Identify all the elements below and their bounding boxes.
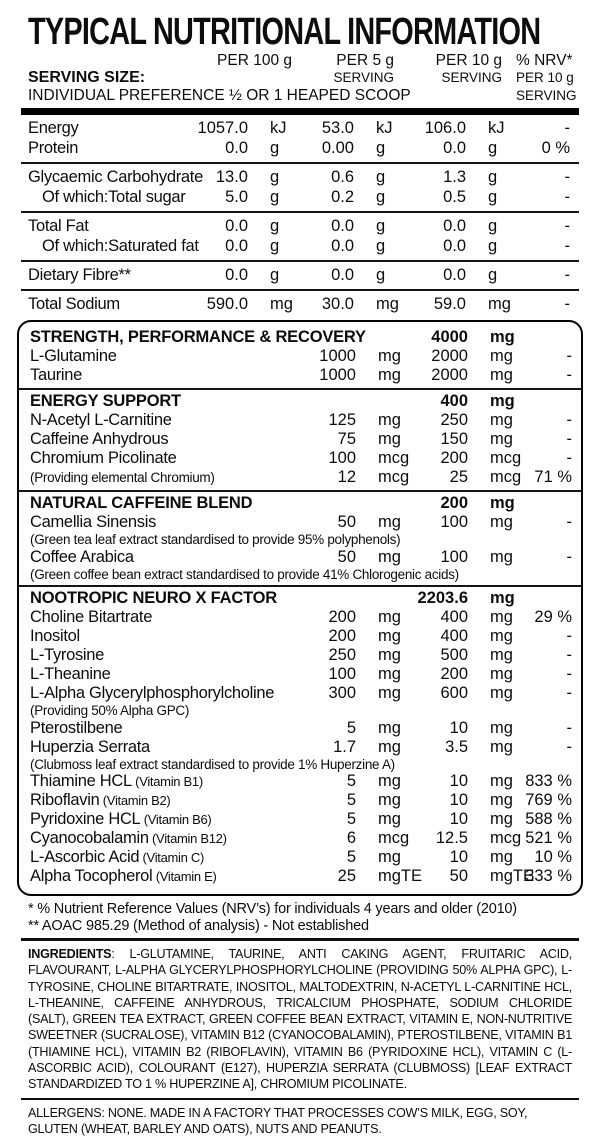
serving-size-value: INDIVIDUAL PREFERENCE ½ OR 1 HEAPED SCOOP (28, 87, 411, 104)
nrv-value: 29 % (534, 608, 572, 626)
section-total-value: 2203.6 (417, 589, 468, 607)
unit-per-100g: g (270, 266, 280, 284)
footnotes (28, 901, 572, 934)
unit-per-10g: g (488, 266, 498, 284)
nrv-value: - (564, 168, 570, 186)
unit-per-10g: mg (490, 366, 513, 384)
value-per-10g: 50 (449, 867, 468, 885)
nrv-value: 71 % (534, 468, 572, 486)
value-per-10g: 12.5 (435, 829, 468, 847)
unit-per-5g: kJ (376, 119, 393, 137)
nrv-value: 833 % (525, 772, 572, 790)
value-per-5g: 50 (337, 513, 356, 531)
section-header-row (30, 328, 567, 347)
unit-per-100g: g (270, 188, 280, 206)
nutrient-row (21, 236, 579, 256)
nrv-value: - (566, 449, 572, 467)
allergens-paragraph: ALLERGENS: NONE. MADE IN A FACTORY THAT PROCESSES COW’S MILK, EGG, SOY, GLUTEN (WHEAT, BARLEY AND OATS), NUTS AND PEANUTS. (28, 1105, 528, 1136)
nutrient-name: L-Ascorbic Acid (Vitamin C) (30, 848, 205, 866)
value-per-5g: 50 (337, 547, 356, 566)
nrv-value: 333 % (525, 867, 572, 885)
column-header-nrv: % NRV* (516, 52, 573, 69)
unit-per-5g: g (376, 237, 386, 255)
nutrient-row (30, 366, 572, 385)
column-subheader-nrv-per-10g: PER 10 g (516, 70, 574, 85)
value-per-10g: 200 (440, 449, 468, 467)
nutrient-row (30, 513, 572, 532)
nutrient-name: L-Glutamine (30, 347, 117, 365)
nutrient-row (30, 684, 572, 703)
nutrient-name: Dietary Fibre** (28, 266, 131, 284)
nutrient-row (30, 547, 572, 567)
nutrient-name: Of which:Saturated fat (42, 237, 199, 255)
nutrient-row (21, 294, 579, 314)
unit-per-5g: mgTE (378, 867, 423, 885)
unit-per-5g: mcg (378, 468, 410, 486)
nrv-value: - (566, 547, 572, 566)
value-per-5g: 12 (337, 468, 356, 486)
value-per-100g: 0.0 (225, 139, 248, 157)
supplement-section (19, 388, 581, 490)
value-per-5g: 5 (346, 772, 356, 790)
unit-per-5g: mg (378, 646, 401, 664)
value-per-5g: 1000 (319, 366, 356, 384)
unit-per-5g: g (376, 139, 386, 157)
nutrient-name-note: (Vitamin B12) (148, 831, 227, 846)
unit-per-5g: mg (378, 737, 401, 756)
nrv-value: - (566, 347, 572, 365)
column-subheader-per-10g-serving: SERVING (441, 70, 502, 85)
nutrient-group (21, 291, 579, 318)
nutrient-name: Huperzia Serrata (30, 737, 150, 756)
column-header-per-100g: PER 100 g (217, 52, 292, 69)
nutrient-note-text: (Providing 50% Alpha GPC) (30, 703, 190, 718)
nutrient-name: Glycaemic Carbohydrate (28, 168, 203, 186)
nutrient-row (30, 430, 572, 449)
unit-per-10g: g (488, 168, 498, 186)
unit-per-10g: g (488, 188, 498, 206)
value-per-100g: 590.0 (206, 295, 248, 313)
unit-per-5g: mg (378, 848, 401, 866)
value-per-10g: 10 (449, 848, 468, 866)
nutrient-row (30, 829, 572, 848)
nrv-value: - (564, 188, 570, 206)
nutrient-name: Inositol (30, 627, 80, 645)
unit-per-10g: g (488, 139, 498, 157)
value-per-10g: 100 (440, 547, 468, 566)
nutrient-name: Energy (28, 119, 79, 137)
serving-size-label: SERVING SIZE: (28, 69, 146, 86)
unit-per-5g: mg (378, 347, 401, 365)
value-per-100g: 1057.0 (197, 119, 248, 137)
value-per-10g: 0.0 (443, 139, 466, 157)
value-per-5g: 100 (328, 449, 356, 467)
unit-per-5g: g (376, 168, 386, 186)
value-per-10g: 10 (449, 718, 468, 737)
section-total-value: 200 (440, 494, 468, 512)
column-subheader-nrv-serving: SERVING (516, 88, 577, 103)
section-total-unit: mg (490, 589, 515, 607)
unit-per-100g: g (270, 237, 280, 255)
nutrient-name-note: (Vitamin B1) (131, 774, 203, 789)
value-per-5g: 200 (328, 627, 356, 645)
nutrient-row (30, 867, 572, 886)
value-per-5g: 6 (346, 829, 356, 847)
unit-per-5g: mg (378, 411, 401, 429)
supplement-section (19, 326, 581, 388)
unit-per-5g: g (376, 217, 386, 235)
nutrient-note-text: (Green tea leaf extract standardised to provide 95% polyphenols) (30, 532, 401, 547)
nutrient-name: Protein (28, 139, 79, 157)
nutrient-row (30, 468, 572, 487)
nutrient-row (30, 608, 572, 627)
nutrient-name: Chromium Picolinate (30, 449, 177, 467)
value-per-5g: 200 (328, 608, 356, 626)
nutrient-row (30, 665, 572, 684)
value-per-5g: 250 (328, 646, 356, 664)
value-per-10g: 0.0 (443, 237, 466, 255)
unit-per-100g: g (270, 217, 280, 235)
unit-per-5g: mg (378, 718, 401, 737)
nutrient-name: Taurine (30, 366, 83, 384)
value-per-5g: 5 (346, 810, 356, 828)
header-divider-bar (21, 108, 579, 115)
value-per-10g: 10 (449, 772, 468, 790)
nrv-value: - (566, 513, 572, 531)
section-total-value: 4000 (431, 328, 468, 346)
unit-per-10g: mg (490, 665, 513, 683)
unit-per-5g: mg (378, 513, 401, 531)
nrv-value: - (564, 217, 570, 235)
nrv-value: - (564, 237, 570, 255)
nutrient-note-row (30, 567, 567, 583)
value-per-5g: 5 (346, 848, 356, 866)
ingredients-text: : L-GLUTAMINE, TAURINE, ANTI CAKING AGENT, FRUITARIC ACID, FLAVOURANT, L-ALPHA GLYCERYLPHOSPHORYLCHOLINE (PROVIDING 50% ALPHA GPC), L-TYROSINE, CHOLINE BITARTRATE, INOSITOL, MALTODEXTRIN, N-ACETYL L-CARNITINE HCL, L-THEANINE, CAFFEINE ANHYDROUS, TRICALCIUM PHOSPHATE, SODIUM CHLORIDE (SALT), GREEN TEA EXTRACT, GREEN COFFEE BEAN EXTRACT, VITAMIN E, NON-NUTRITIVE SWEETNER (SUCRALOSE), VITAMIN B12 (CYANOCOBALAMIN), PTEROSTILBENE, VITAMIN B1 (THIAMINE HCL), VITAMIN B2 (RIBOFLAVIN), VITAMIN B6 (PYRIDOXINE HCL), VITAMIN C (L-ASCORBIC ACID), COLOURANT (E127), HUPERZIA SERRATA (CLUBMOSS) [LEAF EXTRACT STANDARDIZED TO 1 % HUPERZINE A], CHROMIUM PICOLINATE. (28, 947, 572, 1092)
value-per-5g: 1.7 (333, 737, 356, 756)
unit-per-5g: mg (378, 608, 401, 626)
unit-per-10g: mg (490, 810, 513, 828)
supplement-facts-box (17, 320, 583, 896)
unit-per-10g: mg (490, 684, 513, 702)
footnote-aoac: ** AOAC 985.29 (Method of analysis) - Not established (28, 917, 369, 934)
value-per-10g: 10 (449, 791, 468, 809)
unit-per-5g: mg (378, 547, 401, 566)
section-title: NATURAL CAFFEINE BLEND (30, 494, 253, 512)
value-per-10g: 3.5 (445, 737, 468, 756)
unit-per-10g: g (488, 237, 498, 255)
nutrient-name: Of which:Total sugar (42, 188, 186, 206)
unit-per-100g: g (270, 139, 280, 157)
nrv-value: - (566, 665, 572, 683)
value-per-10g: 500 (440, 646, 468, 664)
unit-per-10g: mg (490, 347, 513, 365)
nutrient-row (21, 167, 579, 187)
nutrient-note-text: (Green coffee bean extract standardised to provide 41% Chlorogenic acids) (30, 566, 459, 582)
nutrient-note-row (30, 757, 567, 773)
unit-per-5g: mg (376, 295, 399, 313)
unit-per-10g: mg (490, 430, 513, 448)
nrv-value: 769 % (525, 791, 572, 809)
unit-per-10g: mg (490, 791, 513, 809)
unit-per-10g: mg (490, 513, 513, 531)
value-per-10g: 100 (440, 513, 468, 531)
value-per-5g: 0.0 (331, 266, 354, 284)
unit-per-5g: mcg (378, 829, 410, 847)
value-per-5g: 1000 (319, 347, 356, 365)
value-per-10g: 150 (440, 430, 468, 448)
value-per-10g: 600 (440, 684, 468, 702)
nrv-value: - (566, 718, 572, 737)
nutrient-name-note: (Vitamin B6) (140, 812, 212, 827)
section-total-unit: mg (490, 392, 515, 410)
nutrient-row (30, 449, 572, 468)
column-header-row-1 (0, 52, 600, 69)
unit-per-10g: mcg (490, 449, 522, 467)
nutrient-name-note: (Vitamin C) (139, 850, 205, 865)
value-per-5g: 0.0 (331, 237, 354, 255)
value-per-10g: 25 (449, 468, 468, 486)
nutrient-name: N-Acetyl L-Carnitine (30, 411, 172, 429)
nutrient-group (21, 164, 579, 213)
unit-per-10g: mg (490, 848, 513, 866)
nutrient-name: Total Sodium (28, 295, 120, 313)
nrv-value: - (566, 646, 572, 664)
nutrient-name: Camellia Sinensis (30, 513, 157, 531)
nrv-value: 588 % (525, 810, 572, 828)
value-per-5g: 0.00 (321, 139, 354, 157)
unit-per-5g: mg (378, 684, 401, 702)
ingredients-label: INGREDIENTS (28, 947, 112, 961)
nutrient-name: Caffeine Anhydrous (30, 430, 169, 448)
nrv-value: 0 % (541, 139, 570, 157)
divider-rule (21, 938, 579, 941)
nutrient-group (21, 115, 579, 164)
section-header-row (30, 589, 567, 608)
nrv-value: - (566, 411, 572, 429)
nutrient-row (30, 627, 572, 646)
nutrient-row (30, 810, 572, 829)
unit-per-10g: mg (490, 718, 513, 737)
nutrition-label (0, 11, 600, 1136)
value-per-10g: 0.5 (443, 188, 466, 206)
unit-per-10g: mg (490, 547, 513, 566)
value-per-100g: 5.0 (225, 188, 248, 206)
value-per-10g: 400 (440, 608, 468, 626)
page-title: TYPICAL NUTRITIONAL INFORMATION (28, 11, 541, 53)
unit-per-10g: mg (490, 608, 513, 626)
unit-per-5g: mcg (378, 449, 410, 467)
value-per-5g: 53.0 (321, 119, 354, 137)
column-header-row-3 (0, 87, 600, 105)
value-per-100g: 0.0 (225, 266, 248, 284)
nutrient-name: L-Alpha Glycerylphosphorylcholine (30, 684, 275, 702)
nutrient-row (30, 347, 572, 366)
section-header-row (30, 494, 567, 513)
unit-per-10g: mg (490, 772, 513, 790)
value-per-10g: 250 (440, 411, 468, 429)
nutrient-name: Cyanocobalamin (Vitamin B12) (30, 829, 227, 847)
value-per-100g: 0.0 (225, 237, 248, 255)
value-per-10g: 106.0 (424, 119, 466, 137)
nrv-value: - (566, 627, 572, 645)
column-header-per-10g: PER 10 g (435, 52, 502, 69)
column-header-per-5g: PER 5 g (336, 52, 394, 69)
unit-per-100g: g (270, 168, 280, 186)
value-per-10g: 0.0 (443, 217, 466, 235)
nutrient-name: Thiamine HCL (Vitamin B1) (30, 772, 203, 790)
supplement-section (19, 585, 581, 889)
nutrient-name-note: (Vitamin B2) (99, 793, 171, 808)
value-per-100g: 0.0 (225, 217, 248, 235)
unit-per-10g: mg (490, 737, 513, 756)
divider-rule-2 (21, 1098, 579, 1100)
nutrient-name: Pyridoxine HCL (Vitamin B6) (30, 810, 212, 828)
supplement-section (19, 490, 581, 585)
unit-per-10g: mgTE (490, 867, 535, 885)
nrv-value: - (566, 684, 572, 702)
unit-per-10g: mcg (490, 829, 522, 847)
nutrient-row (30, 411, 572, 430)
nutrient-row (21, 216, 579, 236)
nutrient-row (30, 772, 572, 791)
nutrient-group (21, 213, 579, 262)
nutrient-row (21, 118, 579, 138)
value-per-10g: 2000 (431, 347, 468, 365)
value-per-5g: 0.2 (331, 188, 354, 206)
nutrient-name-note: (Vitamin E) (152, 869, 217, 884)
value-per-10g: 10 (449, 810, 468, 828)
nutrient-name: L-Tyrosine (30, 646, 105, 664)
unit-per-10g: mg (490, 627, 513, 645)
section-title: NOOTROPIC NEURO X FACTOR (30, 589, 277, 607)
value-per-10g: 0.0 (443, 266, 466, 284)
value-per-5g: 100 (328, 665, 356, 683)
unit-per-5g: mg (378, 810, 401, 828)
unit-per-10g: mg (490, 411, 513, 429)
nutrient-name: Alpha Tocopherol (Vitamin E) (30, 867, 217, 885)
value-per-10g: 2000 (431, 366, 468, 384)
nutrient-name: Pterostilbene (30, 718, 123, 737)
nutrient-row (21, 187, 579, 207)
value-per-10g: 200 (440, 665, 468, 683)
nrv-value: 10 % (534, 848, 572, 866)
value-per-5g: 300 (328, 684, 356, 702)
nutrient-row (30, 791, 572, 810)
nrv-value: - (566, 366, 572, 384)
nutrient-name: L-Theanine (30, 665, 111, 683)
nutrient-name: Coffee Arabica (30, 547, 134, 566)
unit-per-100g: kJ (270, 119, 287, 137)
unit-per-10g: mg (490, 646, 513, 664)
ingredients-paragraph (28, 946, 572, 1093)
nutrient-note-row (30, 532, 567, 548)
unit-per-5g: mg (378, 665, 401, 683)
value-per-5g: 5 (346, 718, 356, 737)
nutrient-name: (Providing elemental Chromium) (30, 470, 215, 485)
nrv-value: - (564, 266, 570, 284)
nutrient-row (30, 737, 572, 757)
nutrient-group (21, 262, 579, 291)
unit-per-5g: mg (378, 430, 401, 448)
nutrient-row (30, 718, 572, 738)
nutrient-name: Choline Bitartrate (30, 608, 153, 626)
nutrient-name: Total Fat (28, 217, 89, 235)
unit-per-10g: g (488, 217, 498, 235)
unit-per-5g: mg (378, 366, 401, 384)
column-subheader-per-5g-serving: SERVING (333, 70, 394, 85)
value-per-5g: 75 (337, 430, 356, 448)
nrv-value: - (564, 295, 570, 313)
nutrient-note-row (30, 703, 567, 719)
value-per-5g: 30.0 (321, 295, 354, 313)
value-per-10g: 1.3 (443, 168, 466, 186)
value-per-5g: 0.6 (331, 168, 354, 186)
footnote-nrv: * % Nutrient Reference Values (NRV’s) for individuals 4 years and older (2010) (28, 901, 517, 917)
unit-per-10g: mg (488, 295, 511, 313)
basic-nutrition-table (0, 115, 600, 318)
nrv-value: - (564, 119, 570, 137)
unit-per-10g: kJ (488, 119, 505, 137)
section-title: STRENGTH, PERFORMANCE & RECOVERY (30, 328, 366, 346)
unit-per-5g: mg (378, 772, 401, 790)
unit-per-5g: mg (378, 791, 401, 809)
value-per-5g: 5 (346, 791, 356, 809)
nutrient-row (30, 848, 572, 867)
section-total-unit: mg (490, 328, 515, 346)
unit-per-100g: mg (270, 295, 293, 313)
section-title: ENERGY SUPPORT (30, 392, 181, 410)
nutrient-row (21, 265, 579, 285)
value-per-5g: 0.0 (331, 217, 354, 235)
nrv-value: 521 % (525, 829, 572, 847)
section-total-value: 400 (440, 392, 468, 410)
value-per-5g: 25 (337, 867, 356, 885)
section-header-row (30, 392, 567, 411)
unit-per-5g: g (376, 266, 386, 284)
nrv-value: - (566, 430, 572, 448)
value-per-10g: 59.0 (433, 295, 466, 313)
column-header-row-2 (0, 69, 600, 87)
unit-per-5g: g (376, 188, 386, 206)
nutrient-note-text: (Clubmoss leaf extract standardised to provide 1% Huperzine A) (30, 756, 395, 772)
nutrient-row (21, 138, 579, 158)
value-per-10g: 400 (440, 627, 468, 645)
section-total-unit: mg (490, 494, 515, 512)
nrv-value: - (566, 737, 572, 756)
nutrient-name: Riboflavin (Vitamin B2) (30, 791, 171, 809)
nutrient-row (30, 646, 572, 665)
unit-per-10g: mcg (490, 468, 522, 486)
value-per-100g: 13.0 (215, 168, 248, 186)
value-per-5g: 125 (328, 411, 356, 429)
unit-per-5g: mg (378, 627, 401, 645)
